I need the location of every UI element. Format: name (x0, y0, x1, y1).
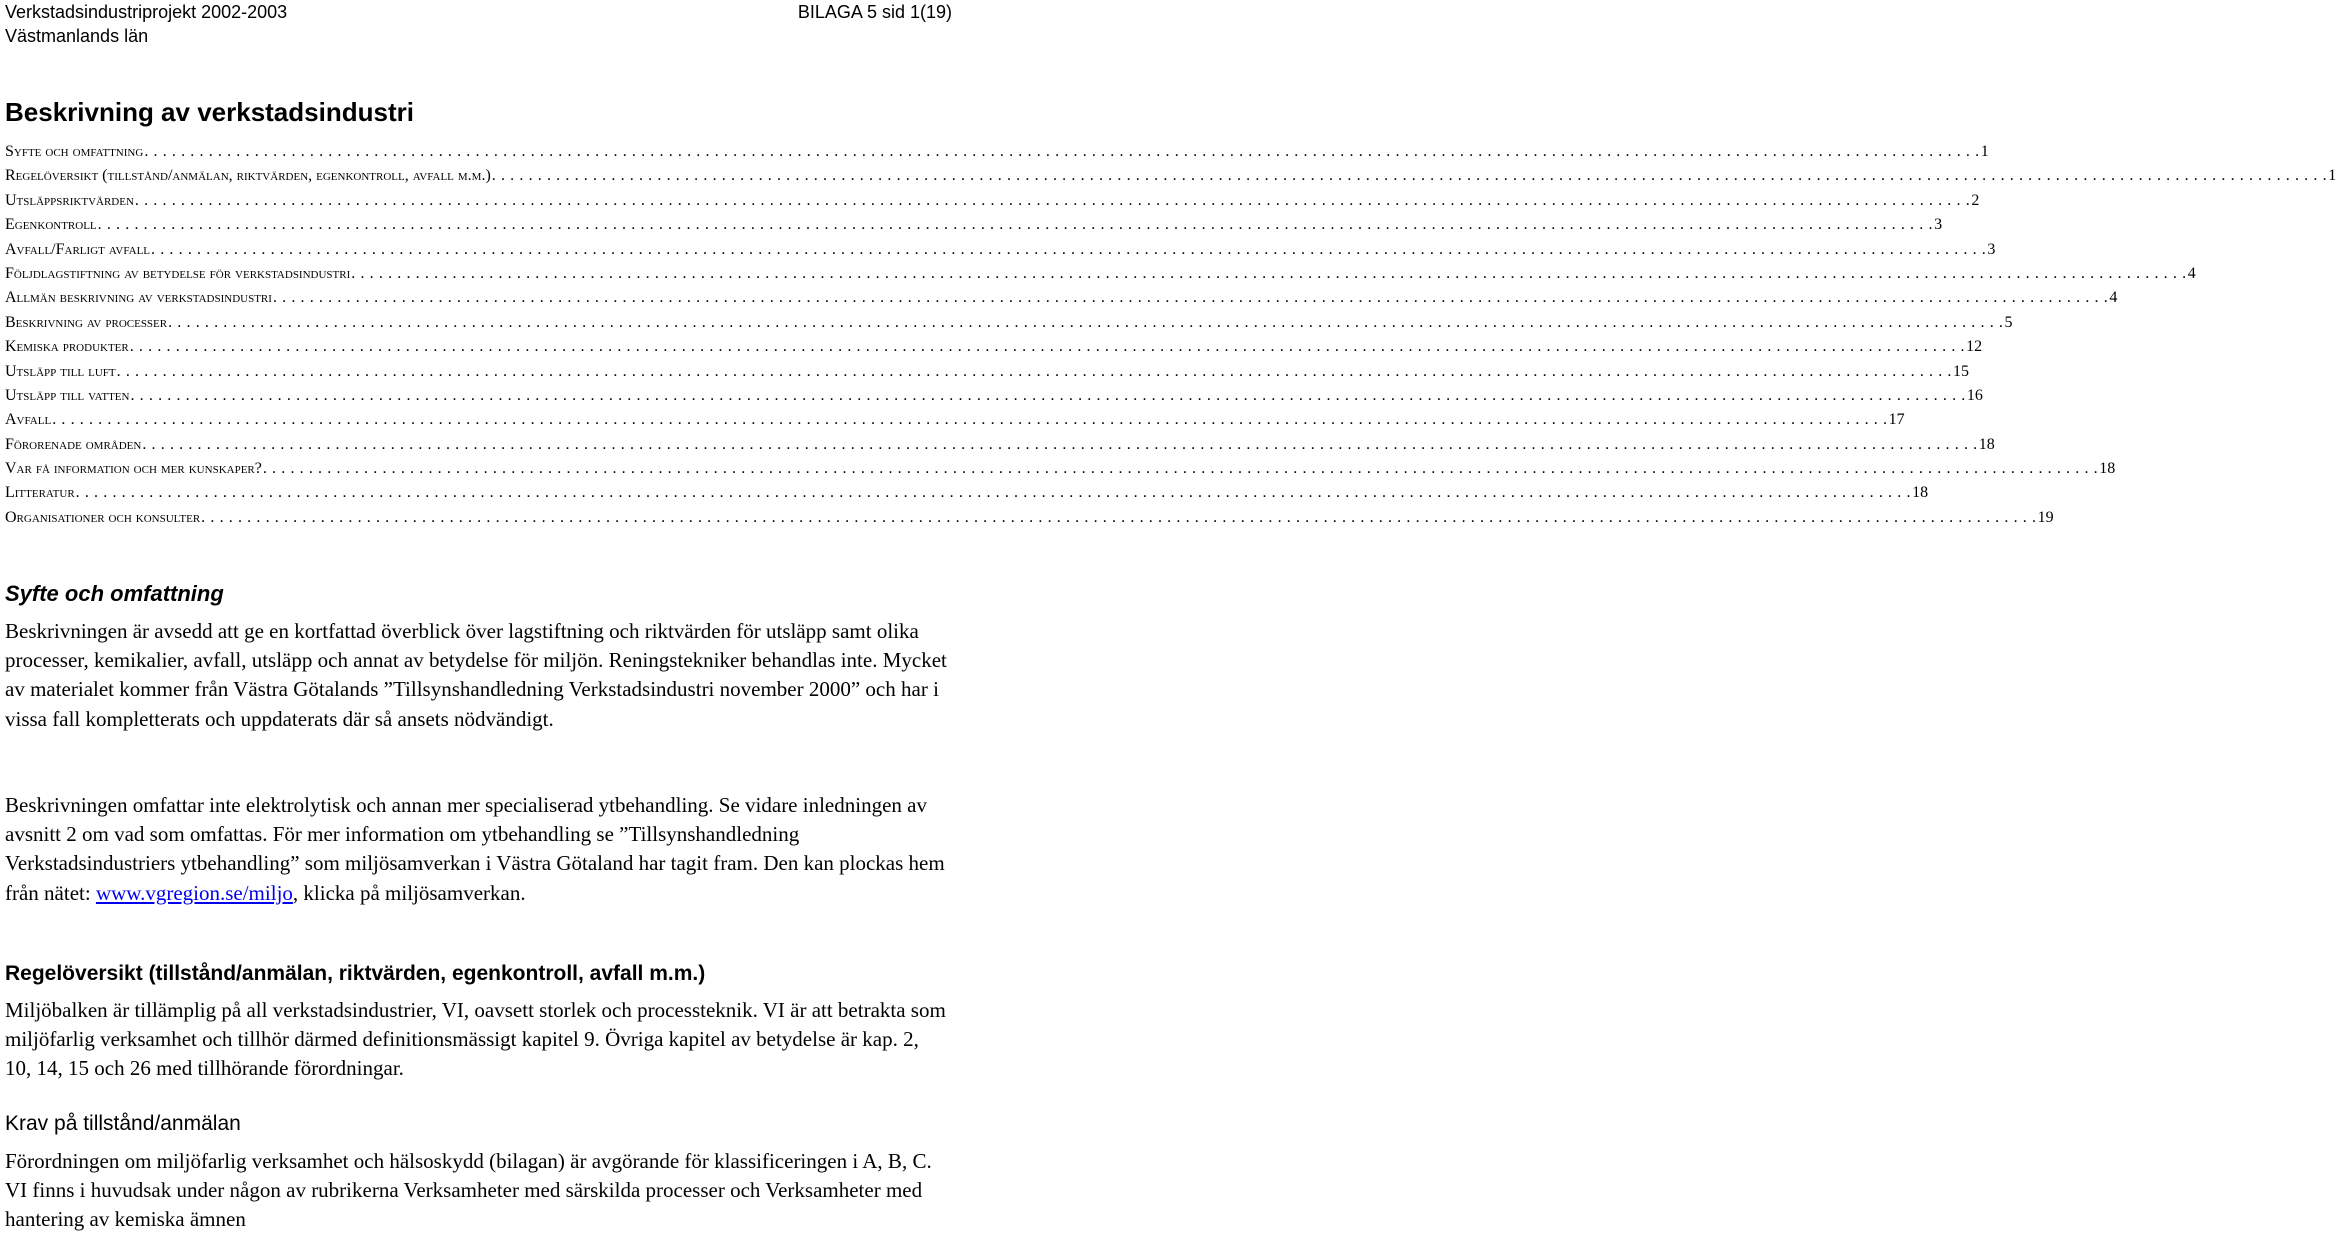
heading-krav: Krav på tillstånd/anmälan (5, 1112, 241, 1135)
toc-entry[interactable] (5, 457, 2116, 481)
vgregion-link[interactable]: www.vgregion.se/miljo (95, 880, 293, 905)
toc-entry-page: 18 (2099, 460, 2116, 478)
toc-entry[interactable] (5, 335, 1983, 359)
toc-entry-title: Utsläpp till vatten (5, 386, 130, 404)
toc-entry-page: 16 (1966, 386, 1983, 404)
toc-dot-leader: . . . . . . . . . . . . . . . . . . . . . . . . . . . . . . . . . . . . . . . . . . . . . . . . . . . . . . . . . . . . . . . . . . . . . . . . . . . . . . . . . . . . . . . . . . . . . . . . . . . . . . . . . . . . . . . . . . . . . . . . . . . . . . . . . . . . . . . . . . . . . . . . . . . . . . . . . . . . . . . . . . . . . . . . . . . . . . . . . . . . . . . . . . . . . . . . . . . . . . . . (272, 289, 2109, 307)
toc-entry-page: 4 (2109, 289, 2118, 307)
toc-entry-title: Utsläpp till luft (5, 362, 116, 380)
toc-entry-title: Organisationer och konsulter (5, 508, 201, 526)
toc-entry-title: Litteratur (5, 484, 75, 502)
toc-entry[interactable] (5, 384, 1983, 408)
paragraph-krav: Förordningen om miljöfarlig verksamhet och hälsoskydd (bilagan) är avgörande för klassificeringen i A, B, C. VI finns i huvudsak under någon av rubrikerna Verksamheter med särskilda processer och Verksamheter med hantering av kemiska ämnen (5, 1149, 932, 1232)
toc-entry[interactable] (5, 164, 2336, 188)
header-page-label: BILAGA 5 sid 1(19) (797, 2, 952, 22)
toc-entry-page: 12 (1966, 338, 1983, 356)
toc-dot-leader: . . . . . . . . . . . . . . . . . . . . . . . . . . . . . . . . . . . . . . . . . . . . . . . . . . . . . . . . . . . . . . . . . . . . . . . . . . . . . . . . . . . . . . . . . . . . . . . . . . . . . . . . . . . . . . . . . . . . . . . . . . . . . . . . . . . . . . . . . . . . . . . . . . . . . . . . . . . . . . . . . . . . . . . . . . . . . . . . . . . . . . . . . . . . . . . . . . . . . . . . (52, 411, 1888, 429)
toc-dot-leader: . . . . . . . . . . . . . . . . . . . . . . . . . . . . . . . . . . . . . . . . . . . . . . . . . . . . . . . . . . . . . . . . . . . . . . . . . . . . . . . . . . . . . . . . . . . . . . . . . . . . . . . . . . . . . . . . . . . . . . . . . . . . . . . . . . . . . . . . . . . . . . . . . . . . . . . . . . . . . . . . . . . . . . . . . . . . . . . . . . . . . . . . . . . . . . . . . . . . . . . . (351, 264, 2187, 282)
toc-entry-page: 18 (1912, 484, 1929, 502)
toc-entry-title: Avfall (5, 411, 52, 429)
toc-entry-title: Var få information och mer kunskaper? (5, 460, 262, 478)
toc-entry[interactable] (5, 433, 1995, 457)
toc-entry[interactable] (5, 286, 2118, 310)
toc-entry-title: Utsläppsriktvärden (5, 191, 134, 209)
toc-dot-leader: . . . . . . . . . . . . . . . . . . . . . . . . . . . . . . . . . . . . . . . . . . . . . . . . . . . . . . . . . . . . . . . . . . . . . . . . . . . . . . . . . . . . . . . . . . . . . . . . . . . . . . . . . . . . . . . . . . . . . . . . . . . . . . . . . . . . . . . . . . . . . . . . . . . . . . . . . . . . . . . . . . . . . . . . . . . . . . . . . . . . . . . . . . . . . . . . . . . . . . . . (116, 362, 1953, 380)
paragraph-syfte-2-text: Beskrivningen omfattar inte elektrolytisk och annan mer specialiserad ytbehandling. Se vidare inledningen av avsnitt 2 om vad som omfattas. För mer information om ytbehandling se ”Tillsynshandledning Verkstadsindustriers ytbehandling” som miljösamverkan i Västra Götaland har tagit fram. Den kan plockas hem från nätet: (5, 793, 945, 905)
toc-dot-leader: . . . . . . . . . . . . . . . . . . . . . . . . . . . . . . . . . . . . . . . . . . . . . . . . . . . . . . . . . . . . . . . . . . . . . . . . . . . . . . . . . . . . . . . . . . . . . . . . . . . . . . . . . . . . . . . . . . . . . . . . . . . . . . . . . . . . . . . . . . . . . . . . . . . . . . . . . . . . . . . . . . . . . . . . . . . . . . . . . . . . . . . . . . . . . . . . . . . . . . . . (491, 167, 2328, 185)
paragraph-syfte-1: Beskrivningen är avsedd att ge en kortfattad överblick över lagstiftning och riktvärden för utsläpp samt olika processer, kemikalier, avfall, utsläpp och annat av betydelse för miljön. Reningstekniker behandlas inte. Mycket av materialet kommer från Västra Götalands ”Tillsynshandledning Verkstadsindustri november 2000” och har i vissa fall kompletterats och uppdaterats där så ansets nödvändigt. (5, 619, 947, 731)
toc-entry-page: 4 (2187, 264, 2196, 282)
toc-entry[interactable] (5, 213, 1943, 237)
toc-entry-title: Kemiska produkter (5, 338, 129, 356)
toc-dot-leader: . . . . . . . . . . . . . . . . . . . . . . . . . . . . . . . . . . . . . . . . . . . . . . . . . . . . . . . . . . . . . . . . . . . . . . . . . . . . . . . . . . . . . . . . . . . . . . . . . . . . . . . . . . . . . . . . . . . . . . . . . . . . . . . . . . . . . . . . . . . . . . . . . . . . . . . . . . . . . . . . . . . . . . . . . . . . . . . . . . . . . . . . . . . . . . . . . . . . . . . . (168, 313, 2004, 331)
toc-dot-leader: . . . . . . . . . . . . . . . . . . . . . . . . . . . . . . . . . . . . . . . . . . . . . . . . . . . . . . . . . . . . . . . . . . . . . . . . . . . . . . . . . . . . . . . . . . . . . . . . . . . . . . . . . . . . . . . . . . . . . . . . . . . . . . . . . . . . . . . . . . . . . . . . . . . . . . . . . . . . . . . . . . . . . . . . . . . . . . . . . . . . . . . . . . . . . . . . . . . . . . . . (129, 338, 1966, 356)
toc-entry-title: Syfte och omfattning (5, 143, 144, 160)
toc-entry-page: 1 (1980, 143, 1989, 160)
toc-dot-leader: . . . . . . . . . . . . . . . . . . . . . . . . . . . . . . . . . . . . . . . . . . . . . . . . . . . . . . . . . . . . . . . . . . . . . . . . . . . . . . . . . . . . . . . . . . . . . . . . . . . . . . . . . . . . . . . . . . . . . . . . . . . . . . . . . . . . . . . . . . . . . . . . . . . . . . . . . . . . . . . . . . . . . . . . . . . . . . . . . . . . . . . . . . . . . . . . . . . . . . . . (75, 484, 1912, 502)
toc-entry-page: 18 (1978, 435, 1995, 453)
document-title: Beskrivning av verkstadsindustri (5, 97, 414, 127)
toc-entry-page: 3 (1987, 240, 1996, 258)
toc-entry-page: 5 (2004, 313, 2013, 331)
toc-dot-leader: . . . . . . . . . . . . . . . . . . . . . . . . . . . . . . . . . . . . . . . . . . . . . . . . . . . . . . . . . . . . . . . . . . . . . . . . . . . . . . . . . . . . . . . . . . . . . . . . . . . . . . . . . . . . . . . . . . . . . . . . . . . . . . . . . . . . . . . . . . . . . . . . . . . . . . . . . . . . . . . . . . . . . . . . . . . . . . . . . . . . . . . . . . . . . . . . . . . . . . . . (262, 460, 2099, 478)
paragraph-regeloversikt: Miljöbalken är tillämplig på all verkstadsindustrier, VI, oavsett storlek och processteknik. VI är att betrakta som miljöfarlig verksamhet och tillhör därmed definitionsmässigt kapitel 9. Övriga kapitel av betydelse är kap. 2, 10, 14, 15 och 26 med tillhörande förordningar. (5, 998, 946, 1081)
toc-entry[interactable] (5, 140, 1989, 164)
toc-dot-leader: . . . . . . . . . . . . . . . . . . . . . . . . . . . . . . . . . . . . . . . . . . . . . . . . . . . . . . . . . . . . . . . . . . . . . . . . . . . . . . . . . . . . . . . . . . . . . . . . . . . . . . . . . . . . . . . . . . . . . . . . . . . . . . . . . . . . . . . . . . . . . . . . . . . . . . . . . . . . . . . . . . . . . . . . . . . . . . . . . . . . . . . . . . . . . . . . . . . . . . . . (144, 143, 1980, 160)
toc-dot-leader: . . . . . . . . . . . . . . . . . . . . . . . . . . . . . . . . . . . . . . . . . . . . . . . . . . . . . . . . . . . . . . . . . . . . . . . . . . . . . . . . . . . . . . . . . . . . . . . . . . . . . . . . . . . . . . . . . . . . . . . . . . . . . . . . . . . . . . . . . . . . . . . . . . . . . . . . . . . . . . . . . . . . . . . . . . . . . . . . . . . . . . . . . . . . . . . . . . . . . . . . (151, 240, 1987, 258)
heading-syfte: Syfte och omfattning (5, 581, 224, 606)
toc-entry-page: 2 (1971, 191, 1980, 209)
toc-entry[interactable] (5, 262, 2196, 286)
toc-dot-leader: . . . . . . . . . . . . . . . . . . . . . . . . . . . . . . . . . . . . . . . . . . . . . . . . . . . . . . . . . . . . . . . . . . . . . . . . . . . . . . . . . . . . . . . . . . . . . . . . . . . . . . . . . . . . . . . . . . . . . . . . . . . . . . . . . . . . . . . . . . . . . . . . . . . . . . . . . . . . . . . . . . . . . . . . . . . . . . . . . . . . . . . . . . . . . . . . . . . . . . . . (201, 508, 2037, 526)
paragraph-syfte-2-tail: , klicka på miljösamverkan. (292, 880, 526, 905)
toc-entry-page: 1 (2328, 167, 2336, 185)
heading-regeloversikt: Regelöversikt (tillstånd/anmälan, riktvärden, egenkontroll, avfall m.m.) (5, 962, 706, 985)
toc-dot-leader: . . . . . . . . . . . . . . . . . . . . . . . . . . . . . . . . . . . . . . . . . . . . . . . . . . . . . . . . . . . . . . . . . . . . . . . . . . . . . . . . . . . . . . . . . . . . . . . . . . . . . . . . . . . . . . . . . . . . . . . . . . . . . . . . . . . . . . . . . . . . . . . . . . . . . . . . . . . . . . . . . . . . . . . . . . . . . . . . . . . . . . . . . . . . . . . . . . . . . . . . (130, 386, 1966, 404)
paragraph-syfte-2 (5, 791, 950, 908)
toc-entry-title: Beskrivning av processer (5, 313, 168, 331)
toc-entry[interactable] (5, 360, 1970, 384)
toc-entry-title: Allmän beskrivning av verkstadsindustri (5, 289, 272, 307)
toc-entry-title: Avfall/Farligt avfall (5, 240, 151, 258)
toc-entry-page: 19 (2037, 508, 2054, 526)
header-project: Verkstadsindustriprojekt 2002-2003 (5, 2, 288, 22)
toc-entry-page: 17 (1888, 411, 1905, 429)
toc-entry[interactable] (5, 408, 1905, 432)
toc-entry[interactable] (5, 506, 2054, 530)
toc-entry[interactable] (5, 238, 1996, 262)
toc-entry-page: 3 (1934, 216, 1943, 234)
toc-dot-leader: . . . . . . . . . . . . . . . . . . . . . . . . . . . . . . . . . . . . . . . . . . . . . . . . . . . . . . . . . . . . . . . . . . . . . . . . . . . . . . . . . . . . . . . . . . . . . . . . . . . . . . . . . . . . . . . . . . . . . . . . . . . . . . . . . . . . . . . . . . . . . . . . . . . . . . . . . . . . . . . . . . . . . . . . . . . . . . . . . . . . . . . . . . . . . . . . . . . . . . . . (142, 435, 1978, 453)
toc-entry[interactable] (5, 481, 1929, 505)
toc-entry[interactable] (5, 189, 1980, 213)
toc-entry-title: Förorenade områden (5, 435, 142, 453)
toc-entry-title: Regelöversikt (tillstånd/anmälan, riktvärden, egenkontroll, avfall m.m.) (5, 167, 491, 185)
header-county: Västmanlands län (5, 26, 149, 46)
toc-entry-title: Följdlagstiftning av betydelse för verkstadsindustri (5, 264, 351, 282)
toc-entry[interactable] (5, 311, 2013, 335)
toc-dot-leader: . . . . . . . . . . . . . . . . . . . . . . . . . . . . . . . . . . . . . . . . . . . . . . . . . . . . . . . . . . . . . . . . . . . . . . . . . . . . . . . . . . . . . . . . . . . . . . . . . . . . . . . . . . . . . . . . . . . . . . . . . . . . . . . . . . . . . . . . . . . . . . . . . . . . . . . . . . . . . . . . . . . . . . . . . . . . . . . . . . . . . . . . . . . . . . . . . . . . . . . . (97, 216, 1934, 234)
table-of-contents (5, 140, 2336, 530)
toc-entry-page: 15 (1953, 362, 1970, 380)
toc-dot-leader: . . . . . . . . . . . . . . . . . . . . . . . . . . . . . . . . . . . . . . . . . . . . . . . . . . . . . . . . . . . . . . . . . . . . . . . . . . . . . . . . . . . . . . . . . . . . . . . . . . . . . . . . . . . . . . . . . . . . . . . . . . . . . . . . . . . . . . . . . . . . . . . . . . . . . . . . . . . . . . . . . . . . . . . . . . . . . . . . . . . . . . . . . . . . . . . . . . . . . . . . (134, 191, 1971, 209)
toc-entry-title: Egenkontroll (5, 216, 97, 234)
